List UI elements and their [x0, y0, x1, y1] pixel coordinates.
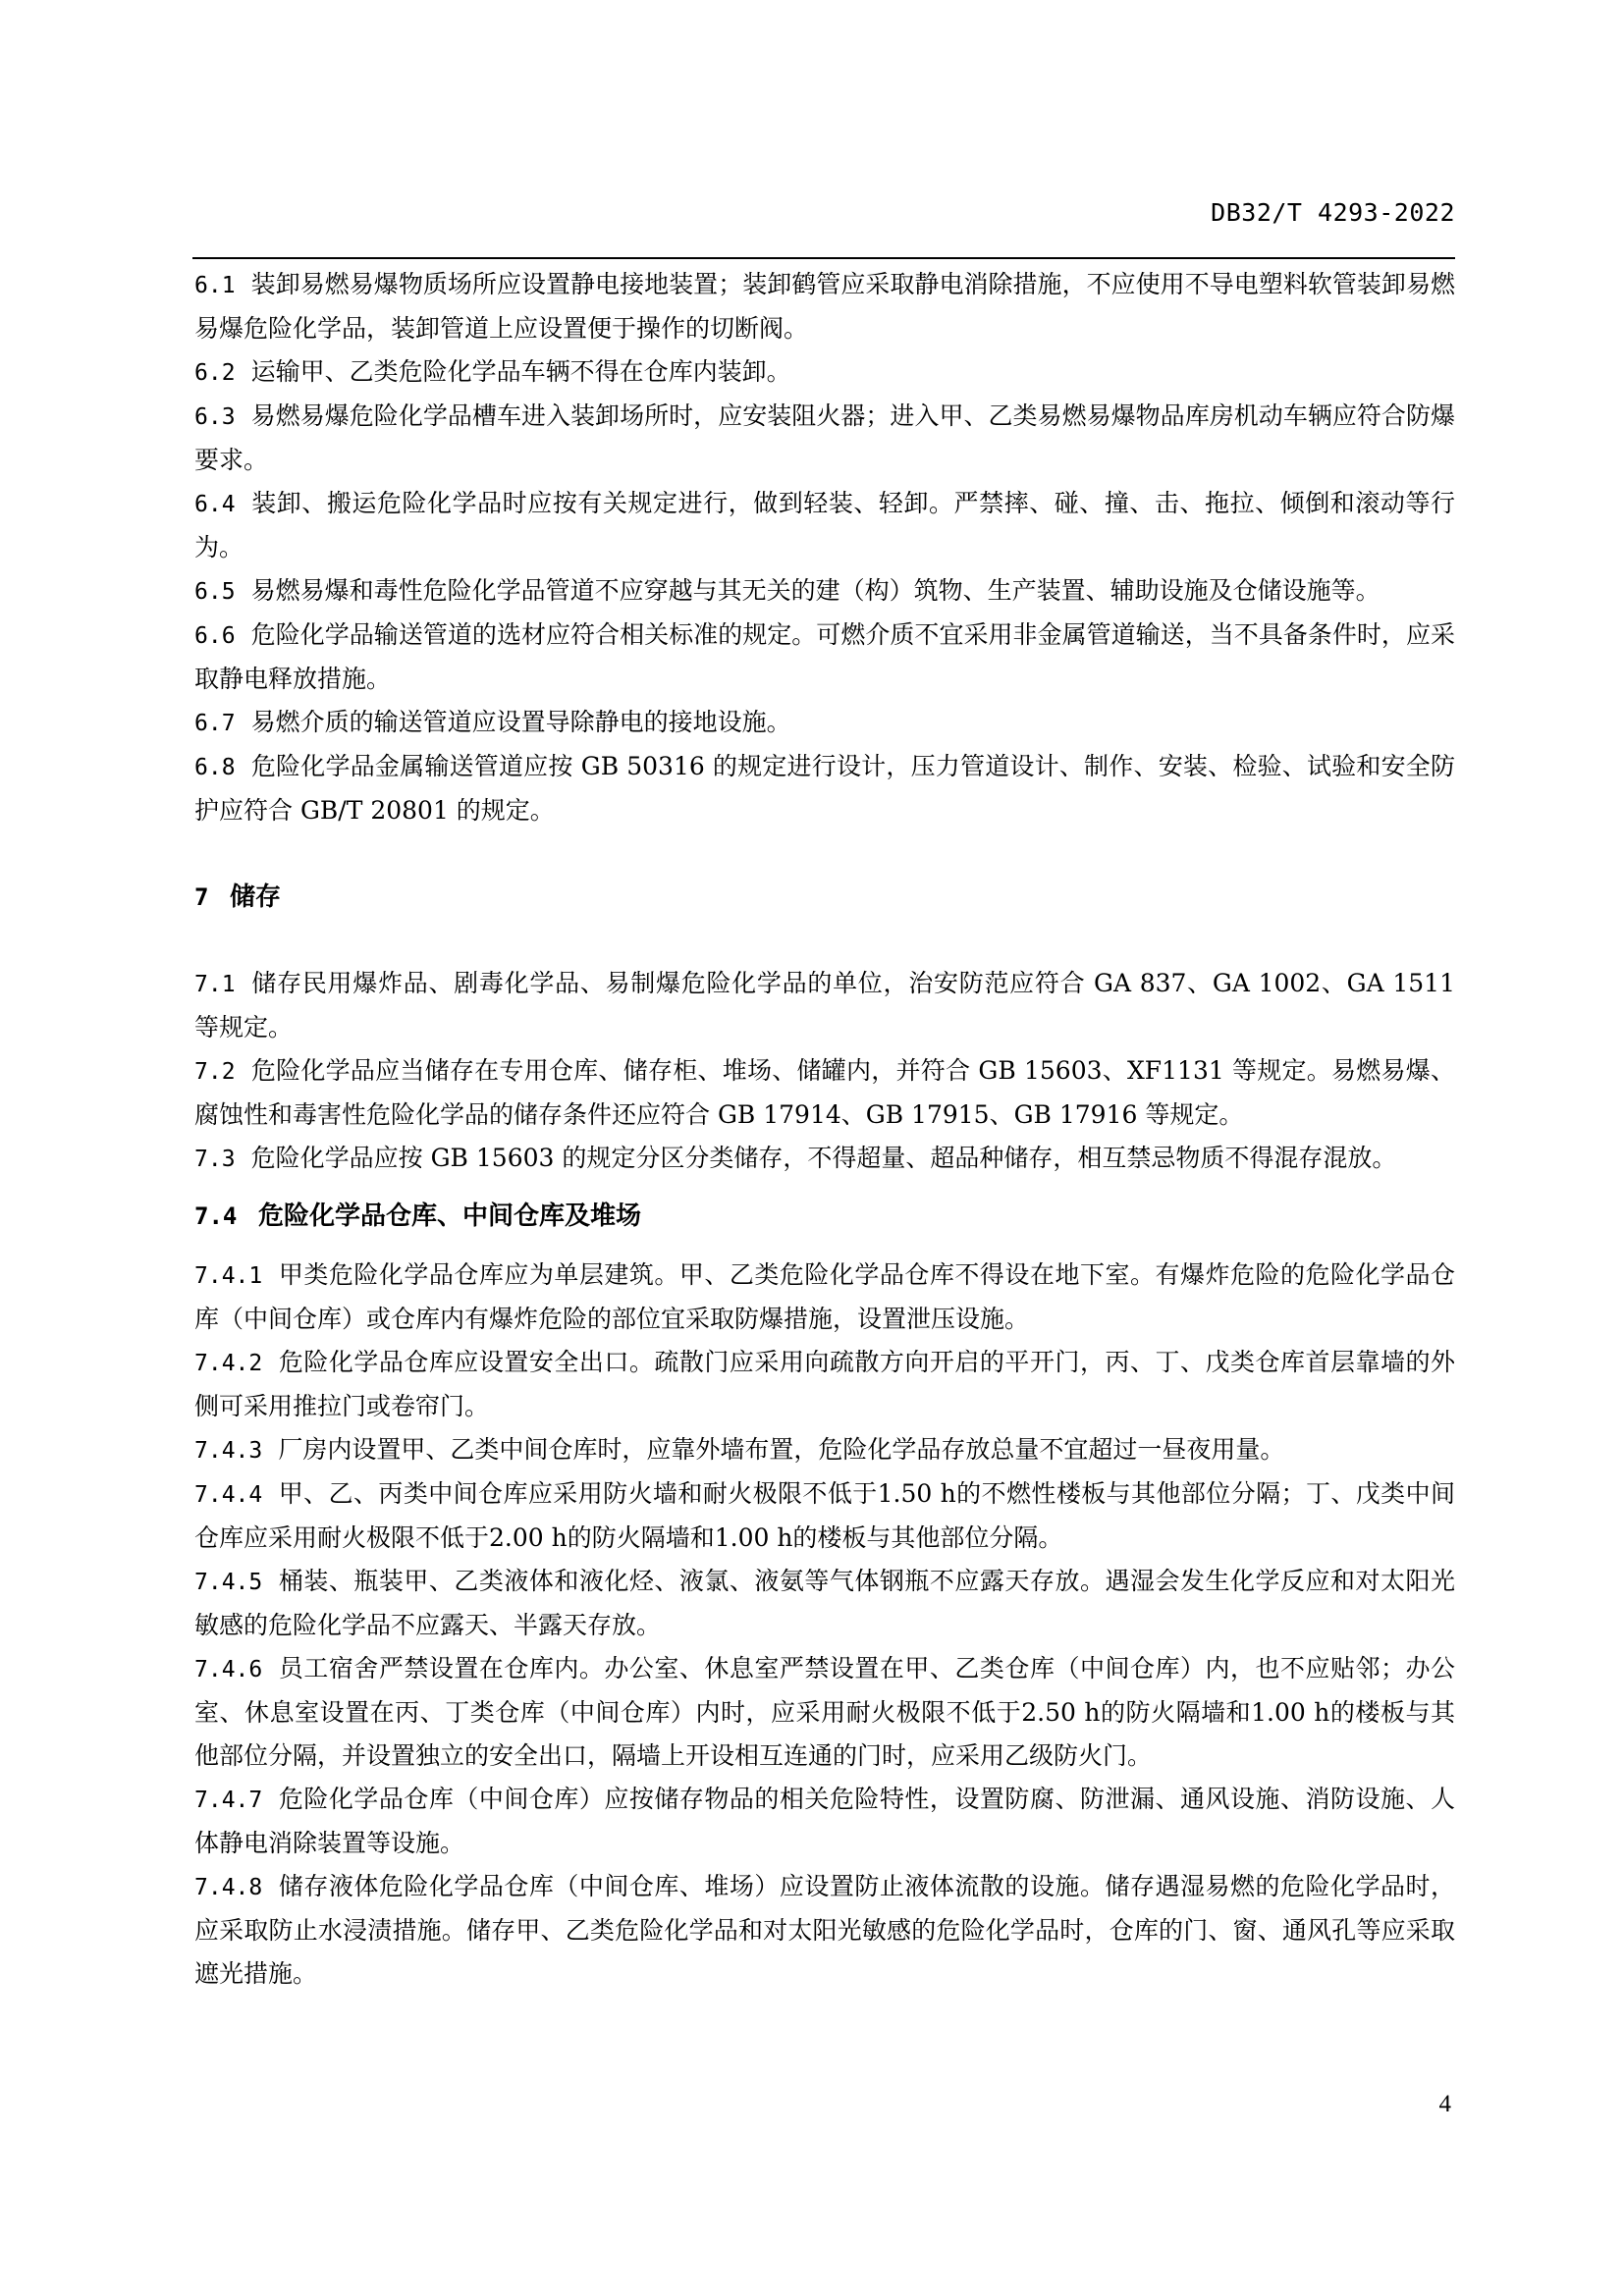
clause-text: 储存民用爆炸品、剧毒化学品、易制爆危险化学品的单位，治安防范应符合 GA 837、GA 1002、GA 1511 等规定。 [194, 969, 1455, 1041]
clause-number: 7.4.8 [194, 1875, 263, 1900]
clause-number: 7.1 [194, 972, 236, 997]
clause-text: 危险化学品输送管道的选材应符合相关标准的规定。可燃介质不宜采用非金属管道输送，当不具备条件时，应采取静电释放措施。 [194, 620, 1455, 693]
clause-6-7 [194, 701, 1455, 745]
clause-text: 危险化学品仓库应设置安全出口。疏散门应采用向疏散方向开启的平开门，丙、丁、戊类仓库首层靠墙的外侧可采用推拉门或卷帘门。 [194, 1348, 1455, 1420]
clause-7-4-4 [194, 1472, 1455, 1560]
clause-text: 员工宿舍严禁设置在仓库内。办公室、休息室严禁设置在甲、乙类仓库（中间仓库）内，也不应贴邻；办公室、休息室设置在丙、丁类仓库（中间仓库）内时，应采用耐火极限不低于2.50 h的防火隔墙和1.00 h的楼板与其他部位分隔，并设置独立的安全出口，隔墙上开设相互连通的门时，应采用乙级防火门。 [194, 1654, 1455, 1770]
clause-text: 危险化学品应当储存在专用仓库、储存柜、堆场、储罐内，并符合 GB 15603、XF1131 等规定。易燃易爆、腐蚀性和毒害性危险化学品的储存条件还应符合 GB 17914、GB 17915、GB 17916 等规定。 [194, 1056, 1455, 1129]
clause-7-4-6 [194, 1647, 1455, 1778]
clause-number: 7.3 [194, 1147, 236, 1172]
clause-7-4-3 [194, 1428, 1455, 1472]
clause-text: 甲类危险化学品仓库应为单层建筑。甲、乙类危险化学品仓库不得设在地下室。有爆炸危险的危险化学品仓库（中间仓库）或仓库内有爆炸危险的部位宜采取防爆措施，设置泄压设施。 [194, 1260, 1455, 1333]
clause-text: 危险化学品应按 GB 15603 的规定分区分类储存，不得超量、超品种储存，相互禁忌物质不得混存混放。 [250, 1144, 1397, 1172]
clause-7-4-7 [194, 1778, 1455, 1865]
clause-text: 运输甲、乙类危险化学品车辆不得在仓库内装卸。 [250, 357, 791, 386]
clause-7-1 [194, 962, 1455, 1049]
page-content [194, 263, 1455, 1996]
clause-number: 7.4.7 [194, 1788, 263, 1813]
clause-number: 6.5 [194, 579, 236, 605]
clause-number: 7.4.3 [194, 1438, 263, 1464]
clause-6-8 [194, 745, 1455, 832]
clause-6-1 [194, 263, 1455, 350]
clause-6-2 [194, 350, 1455, 395]
section-title: 储存 [230, 882, 282, 912]
clause-number: 7.4.6 [194, 1657, 263, 1682]
clause-text: 装卸易燃易爆物质场所应设置静电接地装置；装卸鹤管应采取静电消除措施，不应使用不导电塑料软管装卸易燃易爆危险化学品，装卸管道上应设置便于操作的切断阀。 [194, 270, 1455, 343]
section-7-4-heading [194, 1195, 1455, 1238]
clause-number: 6.2 [194, 360, 236, 386]
clause-text: 危险化学品仓库（中间仓库）应按储存物品的相关危险特性，设置防腐、防泄漏、通风设施、消防设施、人体静电消除装置等设施。 [194, 1785, 1455, 1857]
section-number: 7 [194, 883, 209, 911]
page-number: 4 [1438, 2091, 1451, 2117]
clause-number: 6.6 [194, 623, 236, 649]
clause-text: 厂房内设置甲、乙类中间仓库时，应靠外墙布置，危险化学品存放总量不宜超过一昼夜用量。 [278, 1435, 1285, 1464]
header-rule [192, 257, 1455, 259]
clause-number: 7.4.4 [194, 1482, 263, 1508]
clause-7-4-5 [194, 1560, 1455, 1647]
clause-text: 易燃易爆危险化学品槽车进入装卸场所时，应安装阻火器；进入甲、乙类易燃易爆物品库房机动车辆应符合防爆要求。 [194, 401, 1455, 474]
section-7-heading [194, 876, 1455, 919]
section-title: 危险化学品仓库、中间仓库及堆场 [257, 1201, 641, 1231]
clause-text: 装卸、搬运危险化学品时应按有关规定进行，做到轻装、轻卸。严禁摔、碰、撞、击、拖拉、倾倒和滚动等行为。 [194, 489, 1455, 561]
clause-6-6 [194, 614, 1455, 701]
clause-text: 易燃介质的输送管道应设置导除静电的接地设施。 [250, 708, 791, 736]
clause-7-4-8 [194, 1865, 1455, 1996]
section-number: 7.4 [194, 1202, 238, 1230]
document-code: DB32/T 4293-2022 [1211, 198, 1455, 227]
clause-number: 6.8 [194, 755, 236, 780]
clause-number: 7.4.2 [194, 1351, 263, 1376]
clause-number: 6.7 [194, 711, 236, 736]
clause-7-3 [194, 1137, 1455, 1181]
clause-number: 7.4.5 [194, 1570, 263, 1595]
clause-number: 6.3 [194, 404, 236, 430]
clause-number: 6.4 [194, 492, 236, 517]
clause-6-5 [194, 569, 1455, 614]
clause-number: 7.4.1 [194, 1263, 263, 1289]
clause-7-4-2 [194, 1341, 1455, 1428]
clause-text: 甲、乙、丙类中间仓库应采用防火墙和耐火极限不低于1.50 h的不燃性楼板与其他部位分隔；丁、戊类中间仓库应采用耐火极限不低于2.00 h的防火隔墙和1.00 h的楼板与其他部位分隔。 [194, 1479, 1455, 1552]
clause-7-4-1 [194, 1254, 1455, 1341]
clause-text: 储存液体危险化学品仓库（中间仓库、堆场）应设置防止液体流散的设施。储存遇湿易燃的危险化学品时，应采取防止水浸渍措施。储存甲、乙类危险化学品和对太阳光敏感的危险化学品时，仓库的门、窗、通风孔等应采取遮光措施。 [194, 1872, 1455, 1988]
clause-number: 7.2 [194, 1059, 236, 1085]
clause-number: 6.1 [194, 273, 236, 298]
clause-6-3 [194, 395, 1455, 482]
clause-text: 危险化学品金属输送管道应按 GB 50316 的规定进行设计，压力管道设计、制作、安装、检验、试验和安全防护应符合 GB/T 20801 的规定。 [194, 752, 1455, 825]
clause-text: 易燃易爆和毒性危险化学品管道不应穿越与其无关的建（构）筑物、生产装置、辅助设施及仓储设施等。 [250, 576, 1380, 605]
clause-6-4 [194, 482, 1455, 569]
clause-7-2 [194, 1049, 1455, 1137]
clause-text: 桶装、瓶装甲、乙类液体和液化烃、液氯、液氨等气体钢瓶不应露天存放。遇湿会发生化学反应和对太阳光敏感的危险化学品不应露天、半露天存放。 [194, 1567, 1455, 1639]
